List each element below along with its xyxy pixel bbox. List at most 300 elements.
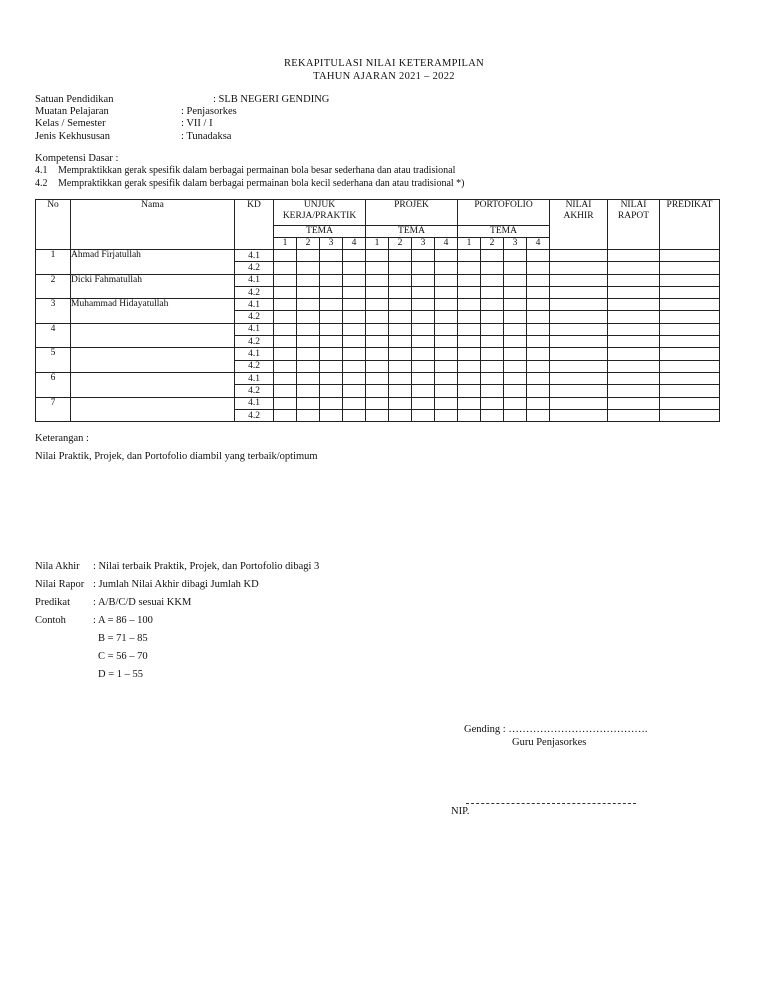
cell-score — [458, 336, 481, 348]
cell-score — [412, 397, 435, 409]
cell-no: 4 — [36, 323, 71, 348]
cell-score — [274, 348, 297, 360]
identity-block — [35, 94, 435, 143]
cell-score — [527, 274, 550, 286]
cell-score — [608, 299, 660, 311]
cell-score — [608, 409, 660, 421]
cell-score — [660, 262, 720, 274]
cell-score — [343, 348, 366, 360]
cell-student-name: Dicki Fahmatullah — [71, 274, 235, 299]
cell-score — [274, 385, 297, 397]
cell-kd: 4.1 — [235, 348, 274, 360]
cell-score — [366, 336, 389, 348]
cell-score — [550, 409, 608, 421]
cell-score — [481, 299, 504, 311]
example-text: D = 1 – 55 — [98, 669, 144, 680]
cell-student-name — [71, 397, 235, 422]
cell-score — [550, 262, 608, 274]
header-tema-number: 2 — [297, 238, 320, 250]
cell-score — [660, 286, 720, 298]
grade-table — [35, 199, 720, 422]
meta-label: Kelas / Semester — [35, 118, 106, 130]
cell-score — [297, 409, 320, 421]
cell-student-name — [71, 323, 235, 348]
header-tema-number: 1 — [274, 238, 297, 250]
cell-score — [660, 250, 720, 262]
cell-score — [389, 323, 412, 335]
cell-score — [458, 274, 481, 286]
header-tema: TEMA — [274, 226, 366, 238]
cell-score — [412, 336, 435, 348]
header-tema-number: 2 — [481, 238, 504, 250]
cell-score — [435, 336, 458, 348]
cell-score — [320, 372, 343, 384]
cell-score — [366, 323, 389, 335]
definition-label: Contoh — [35, 615, 66, 626]
cell-score — [435, 250, 458, 262]
header-tema-number: 4 — [343, 238, 366, 250]
cell-score — [320, 336, 343, 348]
cell-score — [504, 385, 527, 397]
cell-score — [435, 360, 458, 372]
cell-score — [435, 348, 458, 360]
cell-score — [343, 286, 366, 298]
cell-score — [366, 348, 389, 360]
cell-score — [389, 397, 412, 409]
cell-score — [481, 323, 504, 335]
cell-score — [660, 311, 720, 323]
cell-score — [458, 311, 481, 323]
cell-score — [320, 274, 343, 286]
cell-score — [481, 397, 504, 409]
cell-score — [297, 323, 320, 335]
cell-score — [608, 274, 660, 286]
cell-score — [550, 372, 608, 384]
cell-score — [504, 336, 527, 348]
meta-row-jenis — [35, 131, 435, 143]
table-row — [36, 274, 720, 286]
cell-score — [608, 397, 660, 409]
cell-score — [412, 372, 435, 384]
cell-score — [320, 299, 343, 311]
cell-score — [504, 311, 527, 323]
cell-score — [297, 336, 320, 348]
cell-score — [320, 385, 343, 397]
meta-value: : SLB NEGERI GENDING — [213, 94, 330, 105]
cell-score — [366, 397, 389, 409]
cell-score — [274, 274, 297, 286]
cell-score — [458, 348, 481, 360]
cell-score — [435, 372, 458, 384]
signature-place-date: Gending : …………………………………. — [464, 724, 648, 735]
definition-label: Predikat — [35, 597, 70, 608]
cell-kd: 4.2 — [235, 409, 274, 421]
cell-score — [458, 323, 481, 335]
cell-score — [297, 262, 320, 274]
cell-score — [412, 299, 435, 311]
cell-score — [481, 336, 504, 348]
cell-score — [481, 250, 504, 262]
cell-score — [389, 311, 412, 323]
cell-score — [550, 336, 608, 348]
cell-score — [297, 299, 320, 311]
cell-score — [608, 286, 660, 298]
header-tema-number: 2 — [389, 238, 412, 250]
cell-score — [274, 250, 297, 262]
cell-score — [660, 397, 720, 409]
cell-kd: 4.2 — [235, 311, 274, 323]
definitions-block — [35, 561, 435, 687]
cell-score — [435, 385, 458, 397]
cell-score — [504, 372, 527, 384]
cell-score — [274, 372, 297, 384]
cell-score — [412, 311, 435, 323]
cell-score — [550, 323, 608, 335]
keterangan-title: Keterangan : — [35, 433, 89, 444]
cell-kd: 4.1 — [235, 299, 274, 311]
cell-score — [660, 372, 720, 384]
cell-score — [481, 348, 504, 360]
definition-row — [35, 561, 435, 579]
cell-student-name — [71, 348, 235, 373]
cell-score — [297, 372, 320, 384]
cell-score — [608, 348, 660, 360]
definition-value: : A = 86 – 100 — [93, 615, 153, 626]
definition-value: : A/B/C/D sesuai KKM — [93, 597, 192, 608]
definition-value: : Nilai terbaik Praktik, Projek, dan Portofolio dibagi 3 — [93, 561, 320, 572]
cell-score — [320, 311, 343, 323]
cell-score — [274, 336, 297, 348]
cell-score — [608, 262, 660, 274]
meta-row-kelas — [35, 118, 435, 130]
cell-score — [297, 311, 320, 323]
header-no: No — [36, 200, 71, 250]
header-tema-number: 3 — [320, 238, 343, 250]
cell-score — [320, 262, 343, 274]
table-row — [36, 250, 720, 262]
cell-score — [550, 286, 608, 298]
table-row — [36, 323, 720, 335]
cell-score — [550, 299, 608, 311]
cell-score — [458, 385, 481, 397]
cell-score — [366, 311, 389, 323]
cell-score — [320, 348, 343, 360]
meta-label: Jenis Kekhususan — [35, 130, 110, 142]
definition-row — [35, 597, 435, 615]
cell-score — [274, 286, 297, 298]
cell-score — [481, 372, 504, 384]
cell-score — [343, 311, 366, 323]
cell-score — [435, 311, 458, 323]
example-row — [35, 651, 435, 669]
cell-score — [389, 250, 412, 262]
cell-score — [389, 372, 412, 384]
cell-score — [504, 397, 527, 409]
cell-score — [366, 360, 389, 372]
header-tema-number: 1 — [458, 238, 481, 250]
cell-score — [481, 311, 504, 323]
meta-value: : VII / I — [181, 118, 213, 130]
cell-score — [412, 250, 435, 262]
cell-score — [527, 286, 550, 298]
cell-score — [527, 397, 550, 409]
cell-score — [343, 360, 366, 372]
cell-score — [274, 397, 297, 409]
cell-score — [660, 409, 720, 421]
cell-score — [660, 299, 720, 311]
document-title: REKAPITULASI NILAI KETERAMPILAN — [283, 58, 485, 69]
cell-score — [458, 372, 481, 384]
cell-score — [608, 372, 660, 384]
cell-score — [366, 286, 389, 298]
cell-score — [481, 286, 504, 298]
signature-role: Guru Penjasorkes — [512, 737, 587, 748]
cell-kd: 4.1 — [235, 274, 274, 286]
cell-score — [435, 286, 458, 298]
cell-score — [274, 299, 297, 311]
cell-score — [320, 286, 343, 298]
cell-no: 2 — [36, 274, 71, 299]
cell-no: 7 — [36, 397, 71, 422]
cell-score — [343, 397, 366, 409]
cell-score — [320, 409, 343, 421]
cell-score — [527, 250, 550, 262]
cell-score — [550, 250, 608, 262]
cell-score — [660, 323, 720, 335]
definition-row — [35, 615, 435, 633]
cell-kd: 4.1 — [235, 372, 274, 384]
cell-score — [550, 385, 608, 397]
cell-score — [274, 409, 297, 421]
cell-score — [343, 250, 366, 262]
cell-score — [527, 311, 550, 323]
cell-score — [550, 274, 608, 286]
header-portofolio: PORTOFOLIO — [458, 200, 550, 226]
header-tema: TEMA — [366, 226, 458, 238]
cell-score — [274, 360, 297, 372]
cell-score — [343, 274, 366, 286]
cell-score — [458, 397, 481, 409]
cell-no: 3 — [36, 299, 71, 324]
cell-score — [504, 262, 527, 274]
cell-score — [660, 336, 720, 348]
cell-score — [297, 348, 320, 360]
cell-score — [412, 286, 435, 298]
cell-score — [660, 360, 720, 372]
cell-no: 1 — [36, 250, 71, 275]
cell-score — [527, 348, 550, 360]
cell-score — [550, 397, 608, 409]
cell-score — [274, 323, 297, 335]
cell-kd: 4.2 — [235, 336, 274, 348]
cell-score — [412, 360, 435, 372]
cell-score — [504, 348, 527, 360]
cell-score — [320, 360, 343, 372]
cell-student-name — [71, 372, 235, 397]
definition-label: Nila Akhir — [35, 561, 80, 572]
meta-row-muatan — [35, 106, 435, 118]
cell-score — [343, 262, 366, 274]
kompetensi-number: 4.1 — [35, 165, 48, 176]
cell-score — [504, 274, 527, 286]
meta-row-satuan — [35, 94, 435, 106]
header-tema-number: 4 — [435, 238, 458, 250]
cell-score — [320, 397, 343, 409]
cell-score — [320, 323, 343, 335]
cell-score — [527, 409, 550, 421]
cell-score — [608, 385, 660, 397]
document-subtitle: TAHUN AJARAN 2021 – 2022 — [313, 71, 455, 82]
cell-score — [389, 262, 412, 274]
table-row — [36, 299, 720, 311]
cell-score — [389, 336, 412, 348]
cell-score — [366, 385, 389, 397]
cell-score — [343, 385, 366, 397]
cell-kd: 4.1 — [235, 397, 274, 409]
cell-score — [458, 250, 481, 262]
cell-score — [550, 360, 608, 372]
kompetensi-number: 4.2 — [35, 177, 48, 189]
cell-score — [435, 397, 458, 409]
cell-score — [608, 250, 660, 262]
cell-score — [435, 262, 458, 274]
cell-score — [274, 262, 297, 274]
cell-score — [504, 323, 527, 335]
cell-score — [504, 286, 527, 298]
cell-score — [608, 311, 660, 323]
header-nama: Nama — [71, 200, 235, 250]
header-nilai-rapot: NILAI RAPOT — [608, 200, 660, 250]
cell-score — [527, 336, 550, 348]
cell-score — [660, 274, 720, 286]
cell-score — [608, 336, 660, 348]
cell-kd: 4.2 — [235, 262, 274, 274]
cell-score — [343, 372, 366, 384]
cell-score — [389, 299, 412, 311]
cell-score — [481, 385, 504, 397]
cell-score — [366, 409, 389, 421]
cell-score — [343, 409, 366, 421]
header-tema-number: 3 — [504, 238, 527, 250]
cell-score — [458, 286, 481, 298]
cell-score — [608, 360, 660, 372]
cell-kd: 4.2 — [235, 385, 274, 397]
cell-kd: 4.2 — [235, 286, 274, 298]
cell-score — [389, 348, 412, 360]
header-projek: PROJEK — [366, 200, 458, 226]
cell-score — [458, 409, 481, 421]
cell-score — [660, 348, 720, 360]
cell-score — [527, 360, 550, 372]
cell-score — [435, 323, 458, 335]
table-row — [36, 397, 720, 409]
meta-value: : Penjasorkes — [181, 106, 237, 118]
cell-score — [660, 385, 720, 397]
cell-score — [274, 311, 297, 323]
cell-score — [320, 250, 343, 262]
cell-score — [504, 409, 527, 421]
cell-score — [527, 385, 550, 397]
kompetensi-text: Mempraktikkan gerak spesifik dalam berbagai permainan bola kecil sederhana dan atau tradisional *) — [58, 177, 465, 189]
cell-score — [412, 385, 435, 397]
cell-score — [435, 274, 458, 286]
header-predikat: PREDIKAT — [660, 200, 720, 250]
definition-value: : Jumlah Nilai Akhir dibagi Jumlah KD — [93, 579, 259, 590]
header-nilai-akhir: NILAI AKHIR — [550, 200, 608, 250]
cell-score — [435, 299, 458, 311]
cell-score — [412, 262, 435, 274]
cell-score — [481, 409, 504, 421]
cell-score — [608, 323, 660, 335]
cell-score — [458, 299, 481, 311]
cell-student-name: Ahmad Firjatullah — [71, 250, 235, 275]
cell-score — [343, 336, 366, 348]
definition-row — [35, 579, 435, 597]
cell-score — [550, 348, 608, 360]
cell-score — [366, 250, 389, 262]
header-kd: KD — [235, 200, 274, 250]
cell-score — [527, 372, 550, 384]
definition-label: Nilai Rapor — [35, 579, 85, 590]
cell-score — [297, 397, 320, 409]
table-row — [36, 348, 720, 360]
header-tema-number: 3 — [412, 238, 435, 250]
cell-score — [297, 274, 320, 286]
cell-score — [389, 360, 412, 372]
cell-score — [366, 372, 389, 384]
cell-score — [481, 262, 504, 274]
keterangan-text: Nilai Praktik, Projek, dan Portofolio diambil yang terbaik/optimum — [35, 451, 318, 462]
cell-score — [458, 262, 481, 274]
kompetensi-text: Mempraktikkan gerak spesifik dalam berbagai permainan bola besar sederhana dan atau tradisional — [58, 165, 456, 176]
kompetensi-title: Kompetensi Dasar : — [35, 153, 119, 164]
header-unjuk-kerja: UNJUK KERJA/PRAKTIK — [274, 200, 366, 226]
cell-score — [343, 299, 366, 311]
cell-score — [343, 323, 366, 335]
example-text: B = 71 – 85 — [98, 633, 148, 644]
cell-score — [389, 409, 412, 421]
cell-score — [527, 299, 550, 311]
cell-score — [504, 250, 527, 262]
cell-score — [366, 299, 389, 311]
cell-score — [504, 299, 527, 311]
cell-no: 6 — [36, 372, 71, 397]
signature-nip: NIP. — [451, 806, 470, 817]
cell-score — [297, 250, 320, 262]
cell-student-name: Muhammad Hidayatullah — [71, 299, 235, 324]
example-text: C = 56 – 70 — [98, 651, 148, 662]
cell-score — [389, 385, 412, 397]
cell-score — [297, 385, 320, 397]
cell-score — [527, 262, 550, 274]
header-tema: TEMA — [458, 226, 550, 238]
signature-line — [466, 803, 636, 804]
cell-kd: 4.1 — [235, 250, 274, 262]
meta-label: Muatan Pelajaran — [35, 106, 109, 118]
cell-score — [458, 360, 481, 372]
example-row — [35, 669, 435, 687]
meta-value: : Tunadaksa — [181, 130, 232, 142]
cell-score — [412, 348, 435, 360]
cell-score — [297, 286, 320, 298]
cell-score — [435, 409, 458, 421]
cell-score — [412, 323, 435, 335]
cell-score — [297, 360, 320, 372]
cell-score — [389, 286, 412, 298]
cell-score — [389, 274, 412, 286]
cell-score — [504, 360, 527, 372]
meta-label: Satuan Pendidikan — [35, 94, 114, 105]
